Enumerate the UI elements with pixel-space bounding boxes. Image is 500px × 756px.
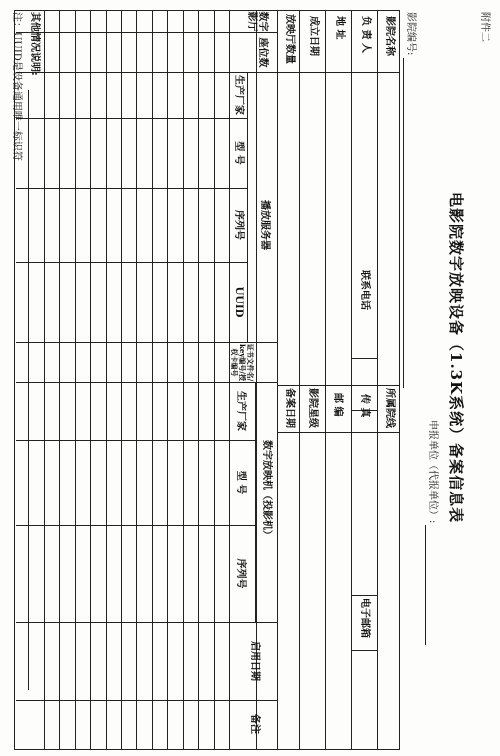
fax-label: 传 真 [359,394,370,418]
table-row [214,10,215,750]
table-row [183,10,184,750]
manager-label: 负 责 人 [360,16,371,53]
email-label: 电子邮箱 [359,598,370,638]
projector-group-header: 数字放映机（投影机） [261,440,272,540]
table-row [75,10,76,750]
table-row [44,10,45,750]
server-group-header: 播放服务器 [259,200,270,250]
projector-maker-header: 生产厂家 [235,391,246,431]
circuit-label: 所属院线 [384,388,395,428]
table-row [59,10,60,750]
start-date-header: 启用日期 [249,641,260,681]
phone-label: 联系电话 [359,270,370,310]
server-model-header: 型 号 [233,141,244,165]
cinema-code-label: 影院编号: [405,12,416,56]
table-row [106,10,107,750]
attachment-label: 附件二 [479,12,490,42]
address-label: 地 址 [334,16,345,40]
cinema-name-label: 影院名称 [384,16,395,56]
table-row [90,10,91,750]
projector-serial-header: 序列号 [235,558,246,589]
table-row [137,10,138,750]
uuid-footnote: 注：UUID是设备通用唯一标识符 [11,12,22,161]
server-maker-header: 生产厂家 [233,75,244,115]
projector-model-header: 型 号 [235,470,246,495]
server-serial-header: 序列号 [233,210,244,240]
other-notes-label: 其他情况说明: [29,12,40,76]
seat-column-header: 座位数 [257,37,268,68]
cinema-code-underline [403,58,404,388]
table-row [152,10,153,750]
postcode-label: 邮 编 [332,393,343,417]
applicant-underline [425,525,426,645]
cinema-star-label: 影院星级 [307,388,318,428]
hall-count-label: 放映厅数量 [284,14,295,64]
hall-column-header: 数字影厅 [246,11,268,32]
certificate-header: 证书文件名/key编号/授权卡编号 [230,343,255,382]
page-title: 电影院数字放映设备（1.3K系统）备案信息表 [447,192,465,524]
remark-header: 备注 [249,714,260,734]
founded-date-label: 成立日期 [308,16,319,56]
table-row [198,10,199,750]
applicant-label: 申报单位（代报单位）: [427,420,438,524]
other-notes-underline [28,90,29,690]
filing-date-label: 备案日期 [284,388,295,428]
table-row [121,10,122,750]
server-uuid-header: UUID [233,286,244,318]
table-row [167,10,168,750]
